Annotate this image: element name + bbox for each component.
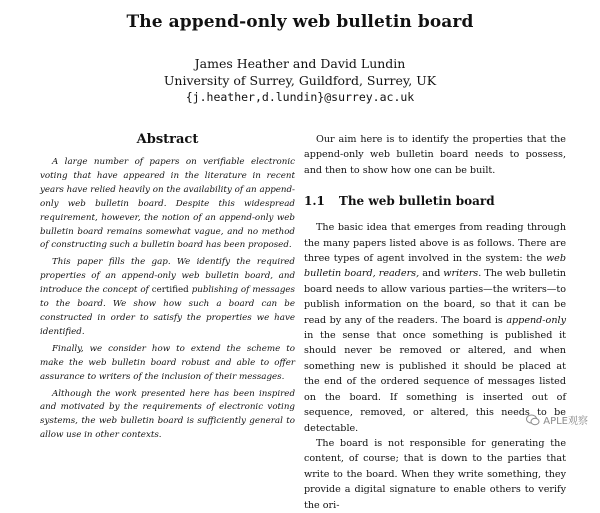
- author-affiliation: University of Surrey, Guildford, Surrey, UK: [163, 73, 437, 88]
- abstract-p2-a: This paper fills the gap. We identify the required properties of an append-only web bulletin board, and introduce the concept of: [40, 257, 295, 296]
- wechat-icon: [526, 414, 540, 426]
- author-email: {j.heather,d.lundin}@surrey.ac.uk: [185, 90, 415, 104]
- body-p1-and: and: [422, 268, 441, 280]
- abstract-paragraph-1: [40, 156, 295, 253]
- section-title: The web bulletin board: [338, 194, 495, 209]
- body-p1-writers: writers.: [443, 268, 482, 280]
- abstract-column: [40, 132, 295, 446]
- intro-paragraph: Our aim here is to identify the properties that the append-only web bulletin board needs to possess, and then to show how one can be built.: [304, 134, 566, 176]
- body-p1-append-only: append-only: [506, 314, 566, 326]
- author-names: James Heather and David Lundin: [194, 56, 406, 71]
- abstract-p2-b: publishing of messages to the board. We show how such a board can be constructed in order to satisfy the properties we have identified.: [40, 285, 295, 337]
- paper-title: The append-only web bulletin board: [126, 12, 474, 32]
- abstract-p2-certified: certified: [151, 285, 189, 296]
- watermark: [526, 412, 588, 427]
- abstract-paragraph-2: [40, 256, 295, 339]
- abstract-p1-b: Despite this widespread requirement, however, the notion of an append-only web bulletin board remains somewhat vague, and no method of constructing such a bulletin board has been proposed.: [40, 198, 295, 251]
- body-p1-b: The web bulletin board needs to allow various parties—the writers—to publish information on the board, so that it can be read by any of the readers. The board is: [304, 268, 566, 326]
- body-paragraph-2: The board is not responsible for generating the content, of course; that is down to the parties that write to the board. When they write something, they provide a digital signature to enable others to verify the ori-: [304, 437, 566, 511]
- abstract-p1-a: A large number of papers on verifiable electronic voting that have appeared in the literature in recent years have relied heavily on the availability of an append-only web bulletin board.: [40, 157, 295, 209]
- section-number: 1.1: [304, 194, 325, 209]
- abstract-paragraph-3: Finally, we consider how to extend the scheme to make the web bulletin board robust and able to offer assurance to writers of the inclusion of their messages.: [40, 343, 295, 382]
- abstract-heading: Abstract: [136, 132, 199, 147]
- body-p1-c: in the sense that once something is published it should never be removed or altered, and when something new is published it should be placed at the end of the ordered sequence of messages listed on the board. If something is inserted out of sequence, removed, or altered, this needs to be detectable.: [304, 330, 566, 434]
- author-block: [0, 55, 600, 106]
- body-p1-a: The basic idea that emerges from reading through the many papers listed above is as follows. There are three types of agent involved in the system: the: [304, 222, 566, 265]
- watermark-text: APLE观察: [543, 416, 588, 427]
- abstract-paragraph-4: Although the work presented here has been inspired and motivated by the requirements of electronic voting systems, the web bulletin board is sufficiently general to allow use in other contexts.: [40, 388, 295, 441]
- section-heading: [304, 194, 566, 208]
- body-paragraph-1: [304, 220, 566, 436]
- body-p1-agents: web bulletin board, readers,: [304, 253, 566, 280]
- body-column: [304, 132, 566, 513]
